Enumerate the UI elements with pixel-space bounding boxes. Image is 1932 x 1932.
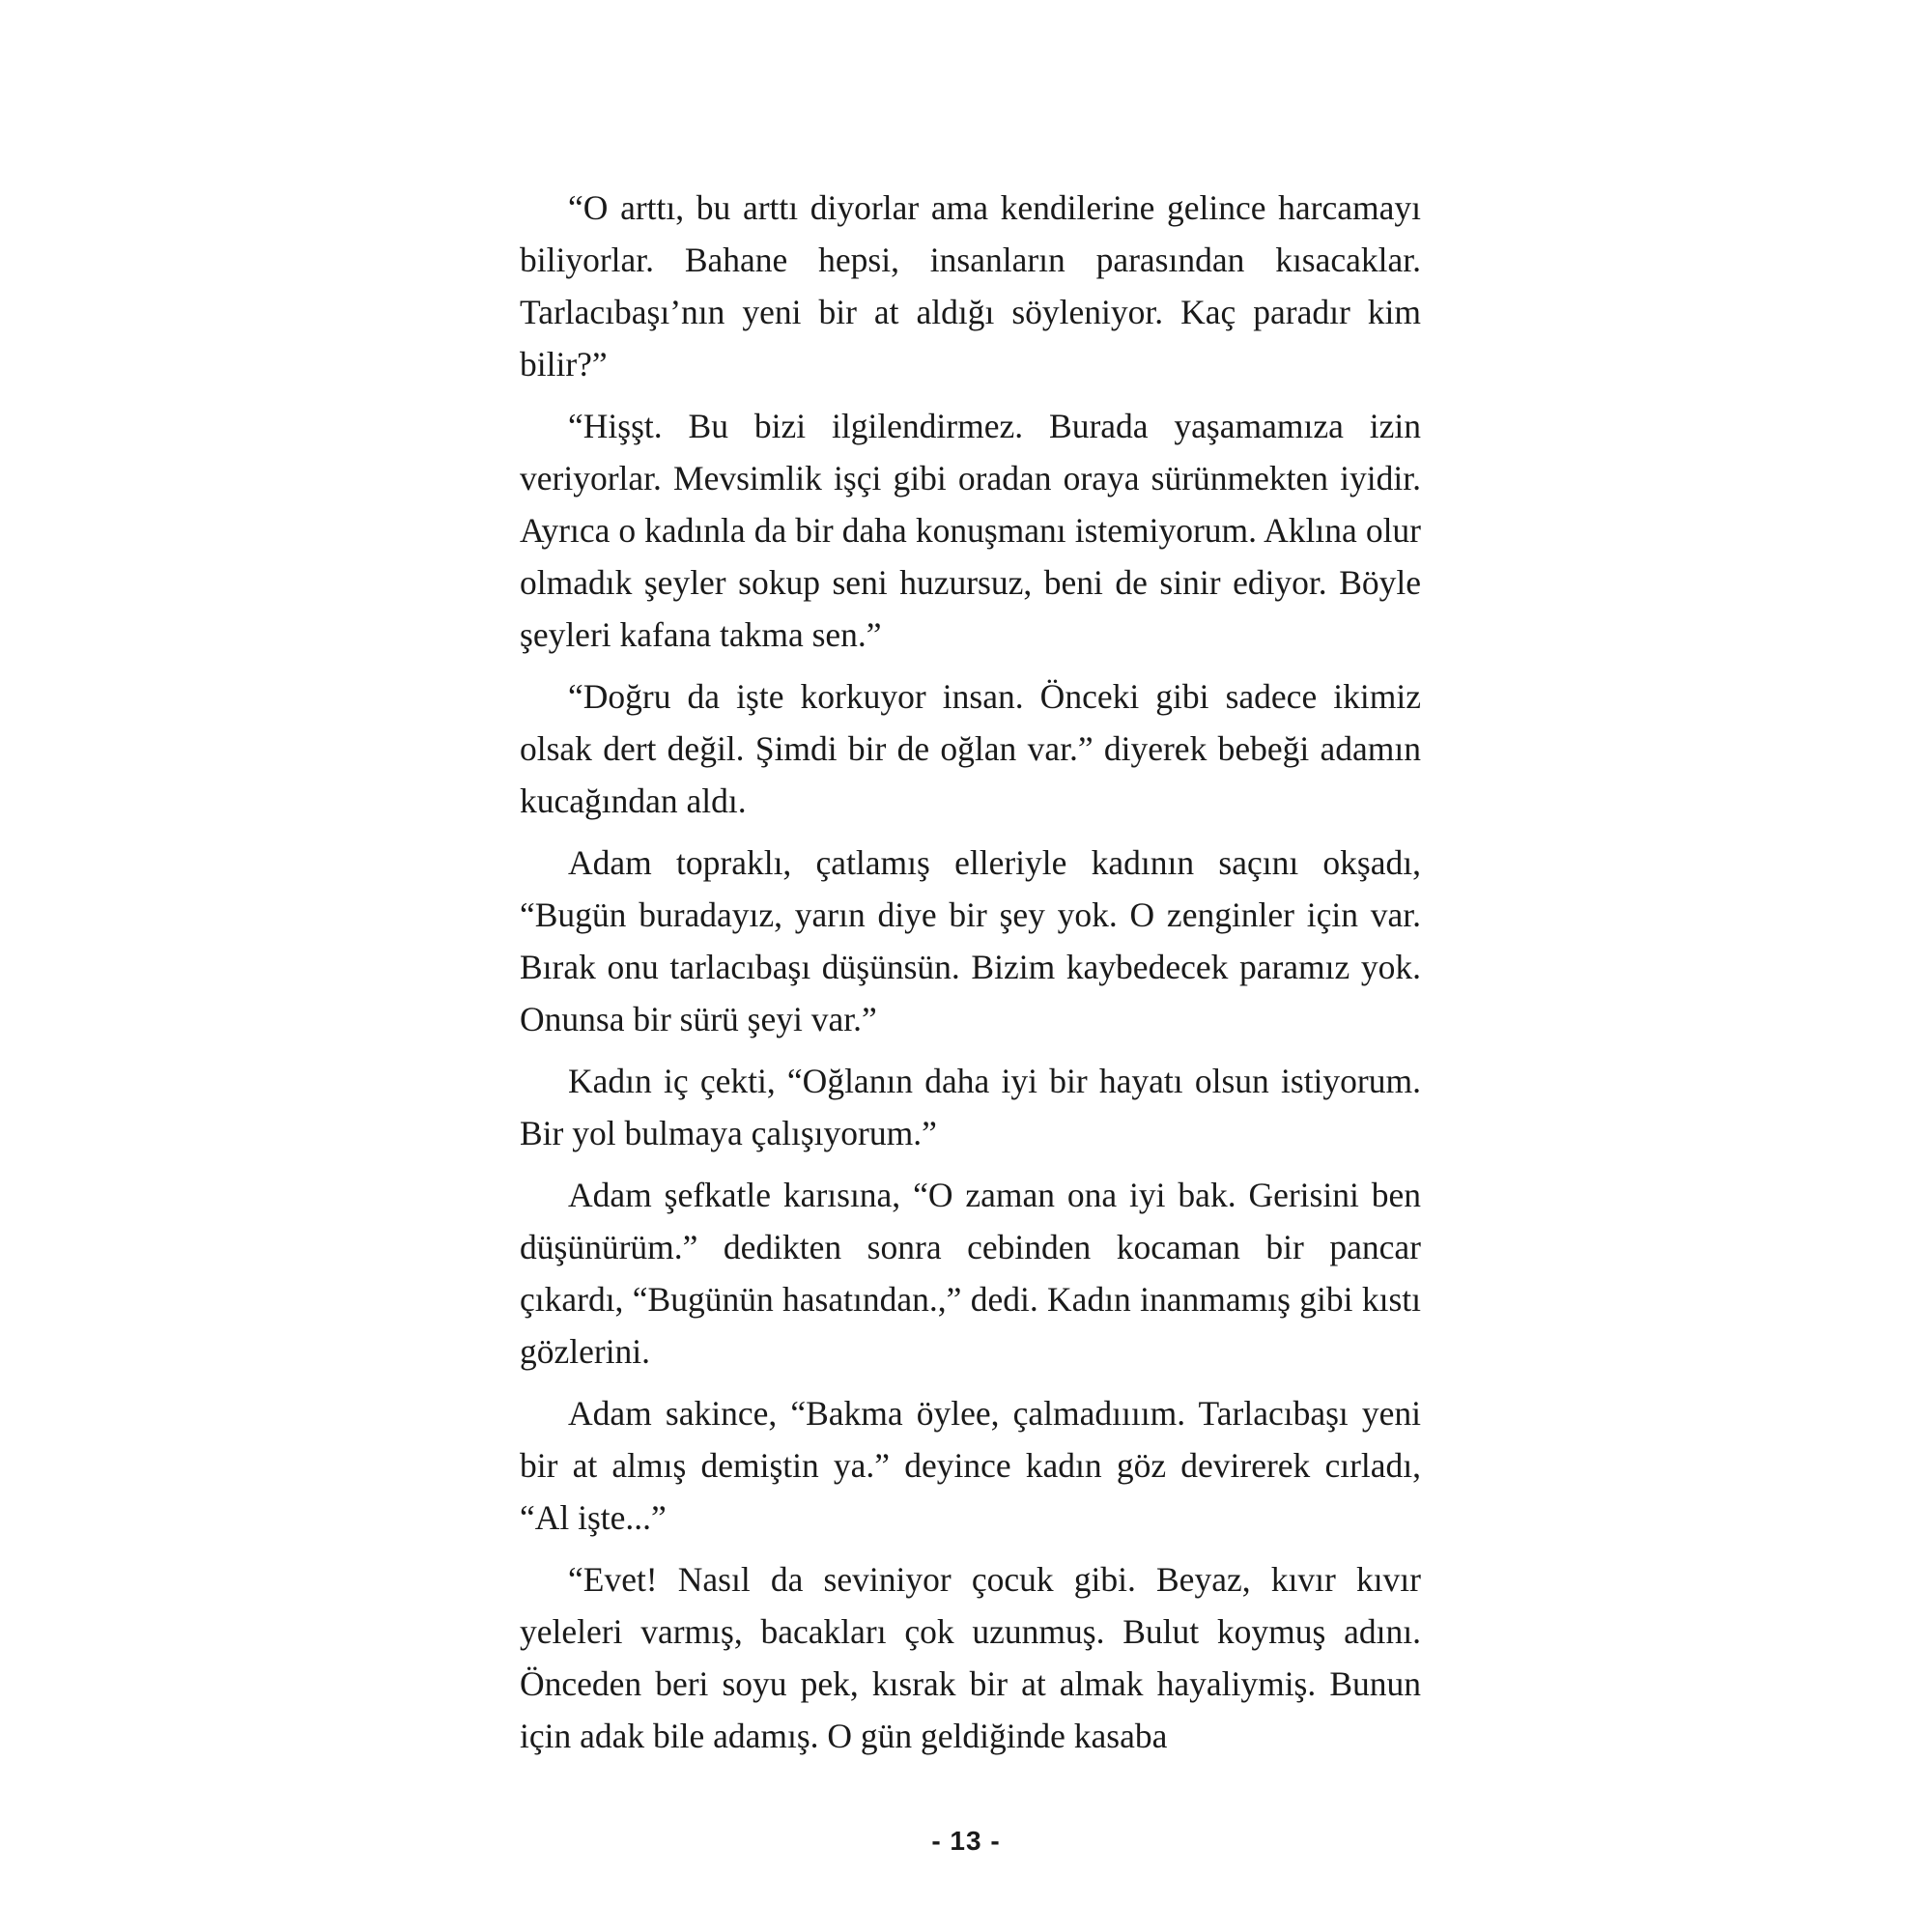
page-number: - 13 - bbox=[931, 1826, 1001, 1856]
paragraph-6: Adam şefkatle karısına, “O zaman ona iyi bak. Gerisini ben düşünürüm.” dedikten sonra cebinden kocaman bir pancar çıkardı, “Bugünün hasatından.,” dedi. Kadın inanmamış gibi kıstı gözlerini. bbox=[520, 1176, 1421, 1371]
body-text bbox=[520, 182, 1421, 1772]
paragraph-7: Adam sakince, “Bakma öylee, çalmadıııım. Tarlacıbaşı yeni bir at almış demiştin ya.” deyince kadın göz devirerek cırladı, “Al işte...” bbox=[520, 1394, 1421, 1537]
paragraph-2: “Hişşt. Bu bizi ilgilendirmez. Burada yaşamamıza izin veriyorlar. Mevsimlik işçi gibi oradan oraya sürünmekten iyidir. Ayrıca o kadınla da bir daha konuşmanı istemiyorum. Aklına olur olmadık şeyler sokup seni huzursuz, beni de sinir ediyor. Böyle şeyleri kafana takma sen.” bbox=[520, 407, 1421, 654]
paragraph-5: Kadın iç çekti, “Oğlanın daha iyi bir hayatı olsun istiyorum. Bir yol bulmaya çalışıyorum.” bbox=[520, 1062, 1421, 1152]
paragraph-4: Adam topraklı, çatlamış elleriyle kadının saçını okşadı, “Bugün buradayız, yarın diye bir şey yok. O zenginler için var. Bırak onu tarlacıbaşı düşünsün. Bizim kaybedecek paramız yok. Onunsa bir sürü şeyi var.” bbox=[520, 843, 1421, 1038]
paragraph-3: “Doğru da işte korkuyor insan. Önceki gibi sadece ikimiz olsak dert değil. Şimdi bir de oğlan var.” diyerek bebeği adamın kucağından aldı. bbox=[520, 677, 1421, 820]
paragraph-8: “Evet! Nasıl da seviniyor çocuk gibi. Beyaz, kıvır kıvır yeleleri varmış, bacakları çok uzunmuş. Bulut koymuş adını. Önceden beri soyu pek, kısrak bir at almak hayaliymiş. Bunun için adak bile adamış. O gün geldiğinde kasaba bbox=[520, 1560, 1421, 1755]
paragraph-1: “O arttı, bu arttı diyorlar ama kendilerine gelince harcamayı biliyorlar. Bahane hepsi, insanların parasından kısacaklar. Tarlacıbaşı’nın yeni bir at aldığı söyleniyor. Kaç paradır kim bilir?” bbox=[520, 188, 1421, 384]
